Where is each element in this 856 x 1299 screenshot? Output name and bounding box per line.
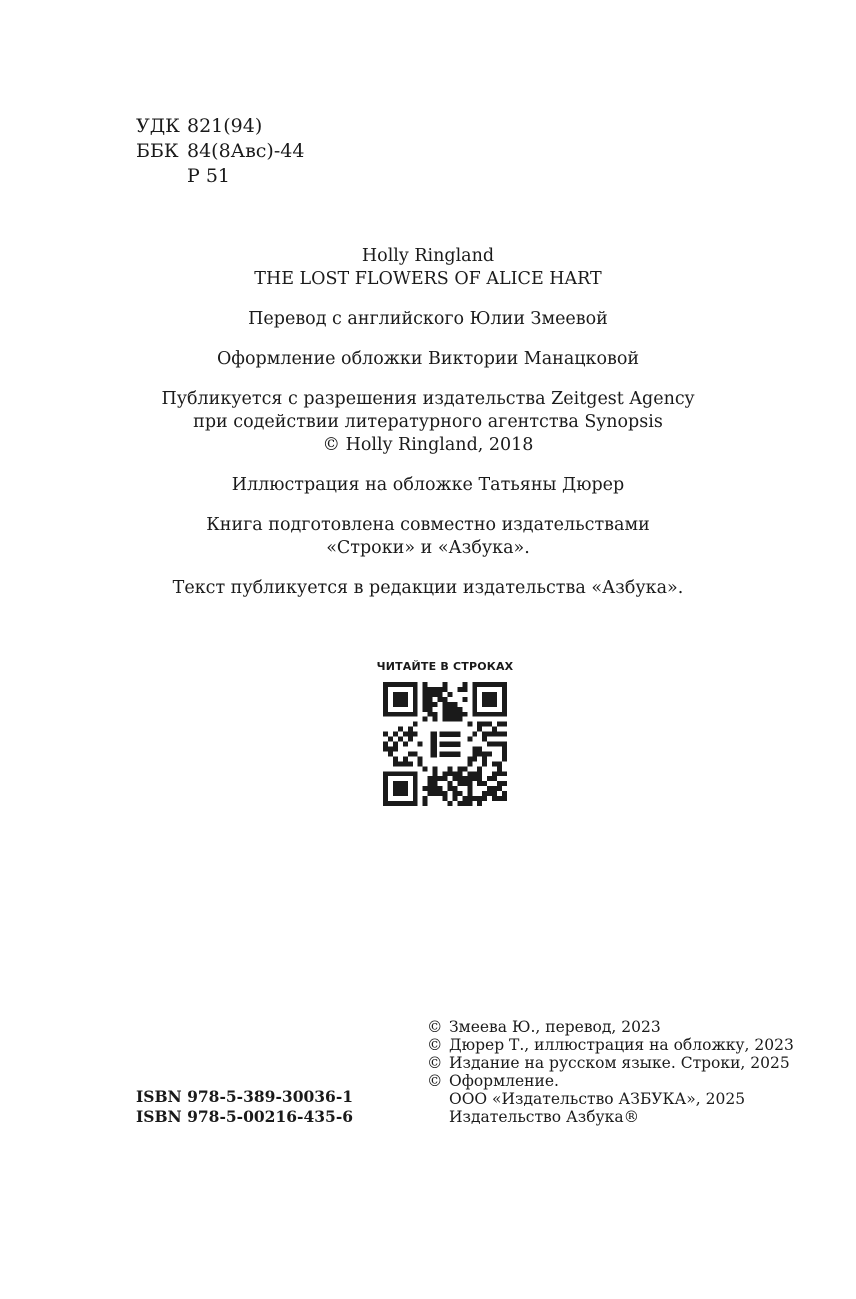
isbn-block: [136, 1087, 353, 1127]
translation-credit: Перевод с английского Юлии Змеевой: [248, 309, 608, 329]
copyright-line: ООО «Издательство АЗБУКА», 2025: [449, 1090, 746, 1108]
permission-line: Публикуется с разрешения издательства Zeitgest Agency: [161, 389, 695, 409]
isbn-line: ISBN 978-5-00216-435-6: [136, 1107, 354, 1126]
permission-line: при содействии литературного агентства Synopsis: [193, 412, 663, 432]
copyright-block: [427, 1018, 794, 1126]
udk-label: УДК: [136, 115, 180, 137]
copyright-line: Змеева Ю., перевод, 2023: [449, 1018, 661, 1036]
credits-block: [0, 245, 856, 617]
permission-block: [0, 388, 856, 457]
qr-block: [0, 660, 856, 806]
copyright-symbol: ©: [427, 1018, 443, 1036]
prepared-block: [0, 514, 856, 560]
original-title: THE LOST FLOWERS OF ALICE HART: [254, 269, 602, 289]
bbk-label: ББК: [136, 140, 179, 162]
stroki-logo-icon: [425, 724, 465, 764]
cover-design-credit: Оформление обложки Виктории Манацковой: [216, 349, 640, 369]
copyright-line: Издание на русском языке. Строки, 2025: [449, 1054, 790, 1072]
copyright-line: Издательство Азбука®: [449, 1108, 640, 1126]
copyright-symbol: ©: [427, 1036, 443, 1054]
udk-value: 821(94): [187, 115, 263, 137]
original-copyright: © Holly Ringland, 2018: [322, 435, 534, 455]
bbk-value: 84(8Авс)-44: [187, 140, 305, 162]
udk-row: [136, 114, 304, 139]
author-mark: Р 51: [187, 165, 231, 187]
copyright-symbol: ©: [427, 1054, 443, 1072]
edition-note: Текст публикуется в редакции издательства «Азбука».: [172, 578, 684, 598]
copyright-line: Оформление.: [449, 1072, 559, 1090]
copyright-line: Дюрер Т., иллюстрация на обложку, 2023: [449, 1036, 794, 1054]
original-title-block: [0, 245, 856, 291]
qr-code[interactable]: [383, 682, 507, 806]
illustration-credit: Иллюстрация на обложке Татьяны Дюрер: [231, 475, 625, 495]
bbk-row: [136, 139, 304, 164]
original-author: Holly Ringland: [361, 246, 495, 266]
qr-caption: ЧИТАЙТЕ В СТРОКАХ: [376, 660, 514, 673]
isbn-line: ISBN 978-5-389-30036-1: [136, 1087, 354, 1106]
prepared-line: Книга подготовлена совместно издательствами: [206, 515, 650, 535]
prepared-line: «Строки» и «Азбука».: [326, 538, 530, 558]
classification-codes: [136, 114, 304, 189]
author-mark-row: [136, 164, 304, 189]
copyright-symbol: ©: [427, 1072, 443, 1090]
